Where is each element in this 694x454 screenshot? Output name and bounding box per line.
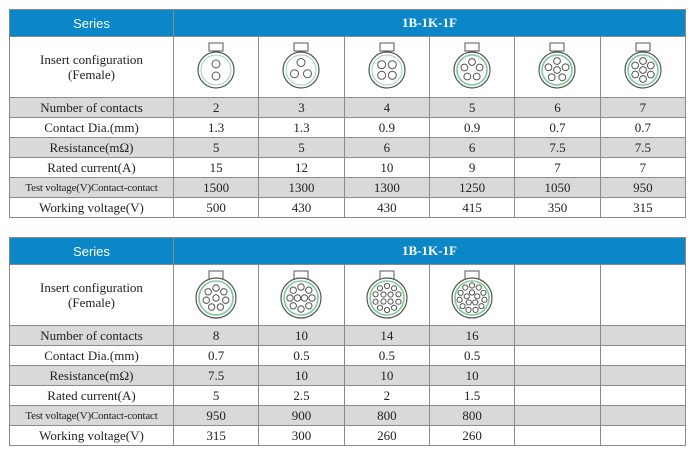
connector-pin xyxy=(647,71,654,78)
working-voltage-row xyxy=(10,198,686,218)
connector-pin xyxy=(470,283,475,288)
cell: 315 xyxy=(174,426,259,446)
cell: 0.5 xyxy=(429,346,514,366)
cell: 1.5 xyxy=(429,386,514,406)
connector-key xyxy=(380,43,394,51)
connector-pin xyxy=(217,304,223,310)
cell xyxy=(600,386,685,406)
cell: 2 xyxy=(174,98,259,118)
connector-pin xyxy=(378,71,386,79)
series-label: Series xyxy=(10,238,174,265)
cell: 315 xyxy=(600,198,685,218)
connector-pin xyxy=(377,305,382,310)
connector-key xyxy=(636,43,650,51)
connector-pin xyxy=(457,297,462,302)
connector-pin xyxy=(461,64,468,71)
cell: 1250 xyxy=(429,178,514,198)
cell: 415 xyxy=(429,198,514,218)
cell: 10 xyxy=(344,366,429,386)
row-label: Resistance(mΩ) xyxy=(10,138,174,158)
connector-pin xyxy=(287,295,293,301)
series-label: Series xyxy=(10,10,174,37)
header-row xyxy=(10,238,686,265)
cell xyxy=(515,366,600,386)
row-label: Rated current(A) xyxy=(10,386,174,406)
cell: 6 xyxy=(344,138,429,158)
connector-shell xyxy=(283,52,319,88)
connector-pin xyxy=(297,59,305,67)
cell: 430 xyxy=(259,198,344,218)
header-row xyxy=(10,10,686,37)
insert-config-label xyxy=(10,265,174,326)
connector-pin xyxy=(291,303,297,309)
connector-cell xyxy=(429,37,514,98)
cell: 12 xyxy=(259,158,344,178)
connector-pin xyxy=(554,58,561,65)
row-label: Number of contacts xyxy=(10,98,174,118)
connector-pin xyxy=(632,62,639,69)
connector-pin xyxy=(378,61,386,69)
connector-pin xyxy=(373,292,378,297)
cell xyxy=(515,346,600,366)
connector-16pin-icon xyxy=(448,268,496,322)
cell: 7.5 xyxy=(174,366,259,386)
connector-pin xyxy=(291,70,299,78)
connector-pin xyxy=(476,285,481,290)
cell: 10 xyxy=(259,326,344,346)
connector-pin xyxy=(298,284,304,290)
connector-pin xyxy=(466,307,471,312)
connector-cell xyxy=(344,265,429,326)
cell: 1300 xyxy=(344,178,429,198)
cell: 7 xyxy=(600,158,685,178)
connector-pin xyxy=(391,305,396,310)
cell: 950 xyxy=(600,178,685,198)
cell: 8 xyxy=(174,326,259,346)
connector-pin xyxy=(464,73,471,80)
cell: 0.9 xyxy=(429,118,514,138)
row-label: Contact Dia.(mm) xyxy=(10,346,174,366)
contacts-row xyxy=(10,326,686,346)
cell: 0.5 xyxy=(259,346,344,366)
contacts-row xyxy=(10,98,686,118)
connector-pin xyxy=(554,67,561,74)
cell xyxy=(515,326,600,346)
connector-pin xyxy=(388,61,396,69)
connector-7pin-icon xyxy=(619,40,667,94)
connector-pin xyxy=(203,297,209,303)
insert-config-label-line2: (Female) xyxy=(68,295,115,310)
cell: 950 xyxy=(174,406,259,426)
connector-shell xyxy=(198,52,234,88)
connector-14pin-icon xyxy=(363,268,411,322)
connector-pin xyxy=(388,71,396,79)
resistance-row xyxy=(10,138,686,158)
cell: 0.5 xyxy=(344,346,429,366)
connector-key xyxy=(294,43,308,51)
connector-pin xyxy=(479,304,484,309)
connector-pin xyxy=(546,64,553,71)
cell: 7 xyxy=(515,158,600,178)
spec-table-1 xyxy=(9,9,686,218)
connector-shell xyxy=(454,52,490,88)
cell: 5 xyxy=(174,386,259,406)
connector-cell xyxy=(259,37,344,98)
cell: 7 xyxy=(600,98,685,118)
connector-pin xyxy=(212,60,220,68)
cell: 2.5 xyxy=(259,386,344,406)
connector-pin xyxy=(209,304,215,310)
connector-pin xyxy=(469,59,476,66)
row-label: Resistance(mΩ) xyxy=(10,366,174,386)
test-voltage-row xyxy=(10,178,686,198)
cell xyxy=(515,386,600,406)
cell: 6 xyxy=(515,98,600,118)
connector-shell xyxy=(369,52,405,88)
cell xyxy=(600,406,685,426)
connector-pin xyxy=(639,76,646,83)
connector-10pin-icon xyxy=(277,268,325,322)
cell: 14 xyxy=(344,326,429,346)
series-model: 1B-1K-1F xyxy=(174,10,686,37)
connector-cell xyxy=(259,265,344,326)
connector-3pin-icon xyxy=(277,40,325,94)
connector-pin xyxy=(309,295,315,301)
connector-cell xyxy=(174,37,259,98)
connector-pin xyxy=(306,303,312,309)
cell xyxy=(515,406,600,426)
cell: 5 xyxy=(429,98,514,118)
connector-pin xyxy=(473,307,478,312)
insert-config-row xyxy=(10,265,686,326)
cell: 1.3 xyxy=(259,118,344,138)
cell: 0.7 xyxy=(600,118,685,138)
insert-config-row xyxy=(10,37,686,98)
row-label: Working voltage(V) xyxy=(10,198,174,218)
connector-pin xyxy=(476,64,483,71)
connector-pin xyxy=(388,299,393,304)
cell: 6 xyxy=(429,138,514,158)
cell: 1050 xyxy=(515,178,600,198)
cell: 1300 xyxy=(259,178,344,198)
empty-cell xyxy=(600,265,685,326)
cell xyxy=(600,426,685,446)
cell: 0.7 xyxy=(515,118,600,138)
cell: 7.5 xyxy=(515,138,600,158)
empty-cell xyxy=(515,265,600,326)
connector-pin xyxy=(464,294,469,299)
connector-pin xyxy=(223,297,229,303)
connector-pin xyxy=(473,300,478,305)
connector-key xyxy=(550,43,564,51)
insert-config-label-line2: (Female) xyxy=(68,67,115,82)
connector-pin xyxy=(213,285,219,291)
cell: 350 xyxy=(515,198,600,218)
connector-pin xyxy=(212,72,220,80)
connector-pin xyxy=(298,306,304,312)
connector-pin xyxy=(381,292,386,297)
row-label: Rated current(A) xyxy=(10,158,174,178)
cell: 900 xyxy=(259,406,344,426)
connector-pin xyxy=(482,297,487,302)
connector-pin xyxy=(213,295,219,301)
connector-pin xyxy=(463,285,468,290)
rated-current-row xyxy=(10,158,686,178)
cell: 0.9 xyxy=(344,118,429,138)
connector-pin xyxy=(470,290,475,295)
connector-pin xyxy=(563,64,570,71)
cell: 500 xyxy=(174,198,259,218)
cell: 9 xyxy=(429,158,514,178)
connector-pin xyxy=(632,71,639,78)
connector-key xyxy=(465,43,479,51)
connector-pin xyxy=(647,62,654,69)
cell: 800 xyxy=(429,406,514,426)
connector-pin xyxy=(205,289,211,295)
cell: 7.5 xyxy=(600,138,685,158)
series-model: 1B-1K-1F xyxy=(174,238,686,265)
connector-pin xyxy=(559,74,566,81)
working-voltage-row xyxy=(10,426,686,446)
connector-pin xyxy=(396,299,401,304)
cell: 0.7 xyxy=(174,346,259,366)
cell: 1.3 xyxy=(174,118,259,138)
connector-key xyxy=(209,43,223,51)
cell: 10 xyxy=(344,158,429,178)
resistance-row xyxy=(10,366,686,386)
row-label: Test voltage(V)Contact-contact xyxy=(10,406,174,426)
insert-config-label-line1: Insert configuration xyxy=(40,52,143,67)
connector-pin xyxy=(639,58,646,65)
connector-pin xyxy=(473,73,480,80)
connector-pin xyxy=(381,299,386,304)
connector-pin xyxy=(304,70,312,78)
cell: 300 xyxy=(259,426,344,446)
connector-pin xyxy=(302,295,308,301)
insert-config-label-line1: Insert configuration xyxy=(40,280,143,295)
cell: 16 xyxy=(429,326,514,346)
connector-cell xyxy=(344,37,429,98)
connector-cell xyxy=(515,37,600,98)
connector-pin xyxy=(391,286,396,291)
cell xyxy=(600,346,685,366)
rated-current-row xyxy=(10,386,686,406)
connector-pin xyxy=(549,74,556,81)
test-voltage-row xyxy=(10,406,686,426)
cell xyxy=(515,426,600,446)
connector-pin xyxy=(373,299,378,304)
connector-cell xyxy=(600,37,685,98)
connector-pin xyxy=(291,287,297,293)
cell: 15 xyxy=(174,158,259,178)
contact-dia-row xyxy=(10,118,686,138)
row-label: Number of contacts xyxy=(10,326,174,346)
connector-pin xyxy=(460,304,465,309)
cell: 1500 xyxy=(174,178,259,198)
cell: 10 xyxy=(429,366,514,386)
cell: 260 xyxy=(344,426,429,446)
connector-pin xyxy=(639,67,646,74)
cell: 5 xyxy=(174,138,259,158)
connector-4pin-icon xyxy=(363,40,411,94)
spec-table-2 xyxy=(9,237,686,446)
row-label: Test voltage(V)Contact-contact xyxy=(10,178,174,198)
cell xyxy=(600,326,685,346)
connector-cell xyxy=(429,265,514,326)
cell: 800 xyxy=(344,406,429,426)
connector-8pin-icon xyxy=(192,268,240,322)
contact-dia-row xyxy=(10,346,686,366)
cell: 260 xyxy=(429,426,514,446)
cell: 10 xyxy=(259,366,344,386)
connector-2pin-icon xyxy=(192,40,240,94)
connector-pin xyxy=(377,286,382,291)
connector-pin xyxy=(466,300,471,305)
connector-5pin-icon xyxy=(448,40,496,94)
row-label: Working voltage(V) xyxy=(10,426,174,446)
connector-pin xyxy=(388,292,393,297)
connector-pin xyxy=(458,290,463,295)
connector-pin xyxy=(295,295,301,301)
connector-pin xyxy=(475,294,480,299)
connector-pin xyxy=(221,289,227,295)
connector-pin xyxy=(306,287,312,293)
connector-cell xyxy=(174,265,259,326)
connector-pin xyxy=(384,283,389,288)
cell: 4 xyxy=(344,98,429,118)
cell xyxy=(600,366,685,386)
connector-pin xyxy=(481,290,486,295)
cell: 430 xyxy=(344,198,429,218)
insert-config-label xyxy=(10,37,174,98)
cell: 2 xyxy=(344,386,429,406)
row-label: Contact Dia.(mm) xyxy=(10,118,174,138)
cell: 5 xyxy=(259,138,344,158)
connector-6pin-icon xyxy=(533,40,581,94)
cell: 3 xyxy=(259,98,344,118)
connector-pin xyxy=(396,292,401,297)
connector-pin xyxy=(384,307,389,312)
